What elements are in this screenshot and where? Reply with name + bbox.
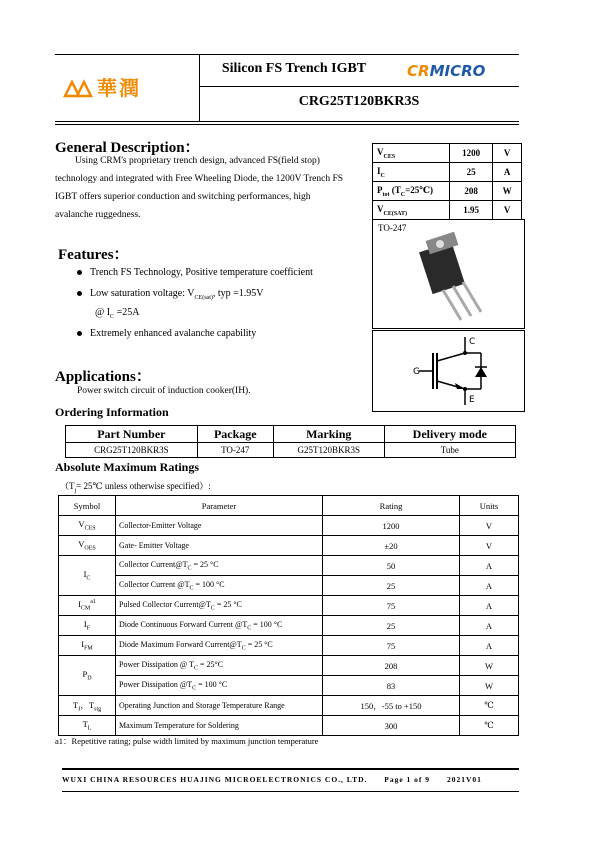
param-tail: = 100 °C <box>193 579 225 589</box>
param-tail: = 25 °C <box>191 559 219 569</box>
table-cell: TO-247 <box>197 443 273 458</box>
gate-label: G <box>413 367 420 377</box>
applications-title: Applications： <box>55 369 151 385</box>
feature-item <box>77 328 256 339</box>
unit-cell: A <box>460 616 519 636</box>
emitter-label: E <box>469 395 475 405</box>
param-symbol: V <box>377 146 384 157</box>
param-value: 1200 <box>450 144 493 163</box>
rating-cell: 208 <box>323 656 460 676</box>
general-line-3: IGBT offers superior conduction and switching performances, high <box>55 192 311 202</box>
symbol-cell <box>59 696 116 716</box>
sym: I <box>83 569 87 580</box>
rating-cell: 75 <box>323 596 460 616</box>
feature-item-cont <box>95 307 139 320</box>
table-cell: CRG25T120BKR3S <box>66 443 198 458</box>
param-tail: = 25°C <box>198 659 224 669</box>
param-cell <box>116 616 323 636</box>
param-cell <box>116 656 323 676</box>
package-label: TO-247 <box>378 223 407 233</box>
table-row <box>59 636 519 656</box>
param-cell <box>116 676 323 696</box>
param-tail: = 100 °C <box>251 619 283 629</box>
column-header: Delivery mode <box>384 426 515 443</box>
rating-cell: 75 <box>323 636 460 656</box>
amr-title: Absolute Maximum Ratings <box>55 460 200 474</box>
param-symbol-sub: C <box>380 172 385 179</box>
param-sub: C <box>241 645 246 652</box>
param-symbol: P <box>377 184 383 195</box>
sym-sub: CM <box>80 605 91 612</box>
features-title: Features： <box>58 247 129 263</box>
symbol-cell <box>59 656 116 696</box>
amr-table <box>58 495 519 736</box>
general-description-title: General Description： <box>55 140 200 156</box>
general-description <box>55 152 365 224</box>
huarun-logo-text: 華潤 <box>97 76 141 100</box>
param-value: 208 <box>450 182 493 201</box>
sym: V <box>78 519 85 530</box>
param-cell <box>116 576 323 596</box>
footer-rule-top <box>62 768 519 770</box>
unit-cell: W <box>460 656 519 676</box>
param-value: 1.95 <box>450 201 493 220</box>
param-cell: Maximum Temperature for Soldering <box>116 716 323 736</box>
param-cond-sub: C <box>400 191 406 198</box>
product-line-title: Silicon FS Trench IGBT <box>221 61 367 76</box>
sym-sup: a1 <box>90 599 96 606</box>
table-row <box>373 163 522 182</box>
huarun-logo <box>61 68 181 109</box>
crmicro-logo <box>407 62 485 80</box>
param-unit: V <box>493 144 522 163</box>
sym: P <box>82 669 88 680</box>
sym-sub: stg <box>94 706 102 713</box>
header <box>55 54 519 122</box>
param-unit: W <box>493 182 522 201</box>
footer-page: Page 1 of 9 <box>384 775 431 784</box>
table-cell: Tube <box>384 443 515 458</box>
feature-text: Extremely enhanced avalanche capability <box>90 328 257 339</box>
param-sub: C <box>210 605 215 612</box>
param-text: Diode Maximum Forward Current@T <box>119 639 242 649</box>
igbt-symbol-box <box>372 330 525 412</box>
table-row <box>59 656 519 676</box>
symbol-cell <box>59 596 116 616</box>
header-rule-bottom-2 <box>55 124 519 125</box>
param-text: Collector Current @T <box>119 579 190 589</box>
collector-label: C <box>469 337 476 347</box>
unit-cell: V <box>460 516 519 536</box>
feature-text: =25A <box>114 307 140 318</box>
symbol-cell <box>59 716 116 736</box>
param-value: 25 <box>450 163 493 182</box>
unit-cell: ℃ <box>460 696 519 716</box>
header-rule-bottom <box>55 121 519 122</box>
param-text: Collector Current@T <box>119 559 188 569</box>
param-symbol-sub: tot <box>382 191 390 198</box>
ordering-title: Ordering Information <box>55 405 169 419</box>
param-cell: Collector-Emitter Voltage <box>116 516 323 536</box>
rating-cell: 25 <box>323 576 460 596</box>
key-parameters-table <box>372 143 522 220</box>
part-number-title: CRG25T120BKR3S <box>298 94 420 109</box>
param-cell <box>116 596 323 616</box>
sym: I <box>78 599 81 610</box>
bullet-icon <box>77 291 82 296</box>
symbol-cell <box>59 516 116 536</box>
table-row <box>59 676 519 696</box>
column-header: Rating <box>323 496 460 516</box>
column-header: Package <box>197 426 273 443</box>
sym-sub: F <box>86 625 91 632</box>
param-unit: A <box>493 163 522 182</box>
param-sub: C <box>187 565 192 572</box>
param-cond: (T <box>389 184 401 195</box>
general-line-1: Using CRM's proprietary trench design, advanced FS(field stop) <box>75 156 320 166</box>
feature-text: Trench FS Technology, Positive temperature coefficient <box>90 267 313 278</box>
column-header: Parameter <box>116 496 323 516</box>
rating-cell: 83 <box>323 676 460 696</box>
feature-item <box>77 267 313 278</box>
column-header: Part Number <box>66 426 198 443</box>
rating-cell: 50 <box>323 556 460 576</box>
symbol-cell <box>59 556 116 596</box>
table-row <box>59 516 519 536</box>
to247-package-image <box>413 232 493 324</box>
unit-cell: A <box>460 636 519 656</box>
rating-cell: 25 <box>323 616 460 636</box>
param-symbol: V <box>377 203 384 214</box>
param-symbol: I <box>377 165 381 176</box>
sym-sub: L <box>87 725 92 732</box>
param-tail: = 25 °C <box>245 639 273 649</box>
table-header-row <box>59 496 519 516</box>
symbol-cell <box>59 636 116 656</box>
amr-condition-b: = 25℃ unless otherwise specified）: <box>76 481 211 491</box>
footer-company: WUXI CHINA RESOURCES HUAJING MICROELECTRONICS CO., LTD. <box>62 775 368 784</box>
param-symbol-sub: CE(SAT) <box>383 210 408 217</box>
crmicro-logo-cr: CR <box>407 62 430 80</box>
amr-condition-a: （T <box>60 481 75 491</box>
sym: T <box>82 719 88 730</box>
feature-text: Low saturation voltage: V <box>90 288 195 299</box>
param-symbol-sub: CES <box>383 153 396 160</box>
param-sub: C <box>194 665 199 672</box>
table-row <box>59 716 519 736</box>
feature-item <box>77 288 264 301</box>
param-cell <box>116 636 323 656</box>
feature-text: @ I <box>95 307 111 318</box>
sym: ，T <box>80 699 95 710</box>
table-row <box>59 596 519 616</box>
table-row <box>373 144 522 163</box>
sym: V <box>78 539 85 550</box>
sym-sub: OES <box>84 545 96 552</box>
param-sub: C <box>189 585 194 592</box>
table-row <box>66 443 516 458</box>
sym: I <box>81 639 85 650</box>
column-header: Symbol <box>59 496 116 516</box>
general-line-2: technology and integrated with Free Wheeling Diode, the 1200V Trench FS <box>55 174 344 184</box>
table-row <box>373 182 522 201</box>
param-cell: Operating Junction and Storage Temperature Range <box>116 696 323 716</box>
applications-text: Power switch circuit of induction cooker(IH). <box>77 386 251 396</box>
rating-cell: 150，-55 to +150 <box>323 696 460 716</box>
header-rule-mid <box>199 86 519 87</box>
unit-cell: W <box>460 676 519 696</box>
unit-cell: A <box>460 596 519 616</box>
feature-text-sub: C <box>110 314 115 320</box>
param-text: Pulsed Collector Current@T <box>119 599 211 609</box>
sym-sub: D <box>87 675 92 682</box>
symbol-cell <box>59 616 116 636</box>
sym: T <box>72 699 79 710</box>
table-row <box>59 556 519 576</box>
feature-text: , typ =1.95V <box>212 288 264 299</box>
igbt-symbol-icon <box>373 331 524 411</box>
header-rule-top <box>55 54 519 55</box>
sym: I <box>83 619 87 630</box>
param-cell <box>116 556 323 576</box>
amr-condition-sub: j <box>74 487 77 494</box>
bullet-icon <box>77 270 82 275</box>
column-header: Units <box>460 496 519 516</box>
sym-sub: CES <box>84 525 96 532</box>
footer <box>62 775 519 784</box>
footer-rule-bottom <box>62 791 519 792</box>
table-row <box>59 536 519 556</box>
rating-cell: ±20 <box>323 536 460 556</box>
ordering-table <box>65 425 516 458</box>
table-row <box>59 576 519 596</box>
unit-cell: A <box>460 556 519 576</box>
param-unit: V <box>493 201 522 220</box>
table-row <box>373 201 522 220</box>
param-sub: C <box>247 625 252 632</box>
param-text: Power Dissipation @T <box>119 679 193 689</box>
rating-cell: 1200 <box>323 516 460 536</box>
sym-sub: FM <box>84 645 93 652</box>
param-text: Diode Continuous Forward Current @T <box>119 619 248 629</box>
table-cell: G25T120BKR3S <box>273 443 384 458</box>
amr-footnote: a1：Repetitive rating; pulse width limited by maximum junction temperature <box>55 736 319 746</box>
crmicro-logo-micro: MICRO <box>429 62 486 80</box>
unit-cell: V <box>460 536 519 556</box>
unit-cell: A <box>460 576 519 596</box>
param-tail: = 25 °C <box>214 599 242 609</box>
param-cell: Gate- Emitter Voltage <box>116 536 323 556</box>
table-row <box>59 616 519 636</box>
column-header: Marking <box>273 426 384 443</box>
param-sub: C <box>192 685 197 692</box>
symbol-cell <box>59 536 116 556</box>
sym-sub: J <box>78 706 81 713</box>
sym-sub: C <box>86 575 91 582</box>
unit-cell: ℃ <box>460 716 519 736</box>
param-text: Power Dissipation @ T <box>119 659 194 669</box>
general-line-4: avalanche ruggedness. <box>55 210 141 220</box>
feature-text-sub: CE(sat) <box>194 295 213 301</box>
table-header-row <box>66 426 516 443</box>
table-row <box>59 696 519 716</box>
param-cond-tail: =25℃) <box>405 184 434 195</box>
amr-condition <box>60 479 211 494</box>
footer-rev: 2021V01 <box>446 775 482 784</box>
rating-cell: 300 <box>323 716 460 736</box>
package-box <box>372 219 525 329</box>
param-tail: = 100 °C <box>196 679 228 689</box>
bullet-icon <box>77 331 82 336</box>
